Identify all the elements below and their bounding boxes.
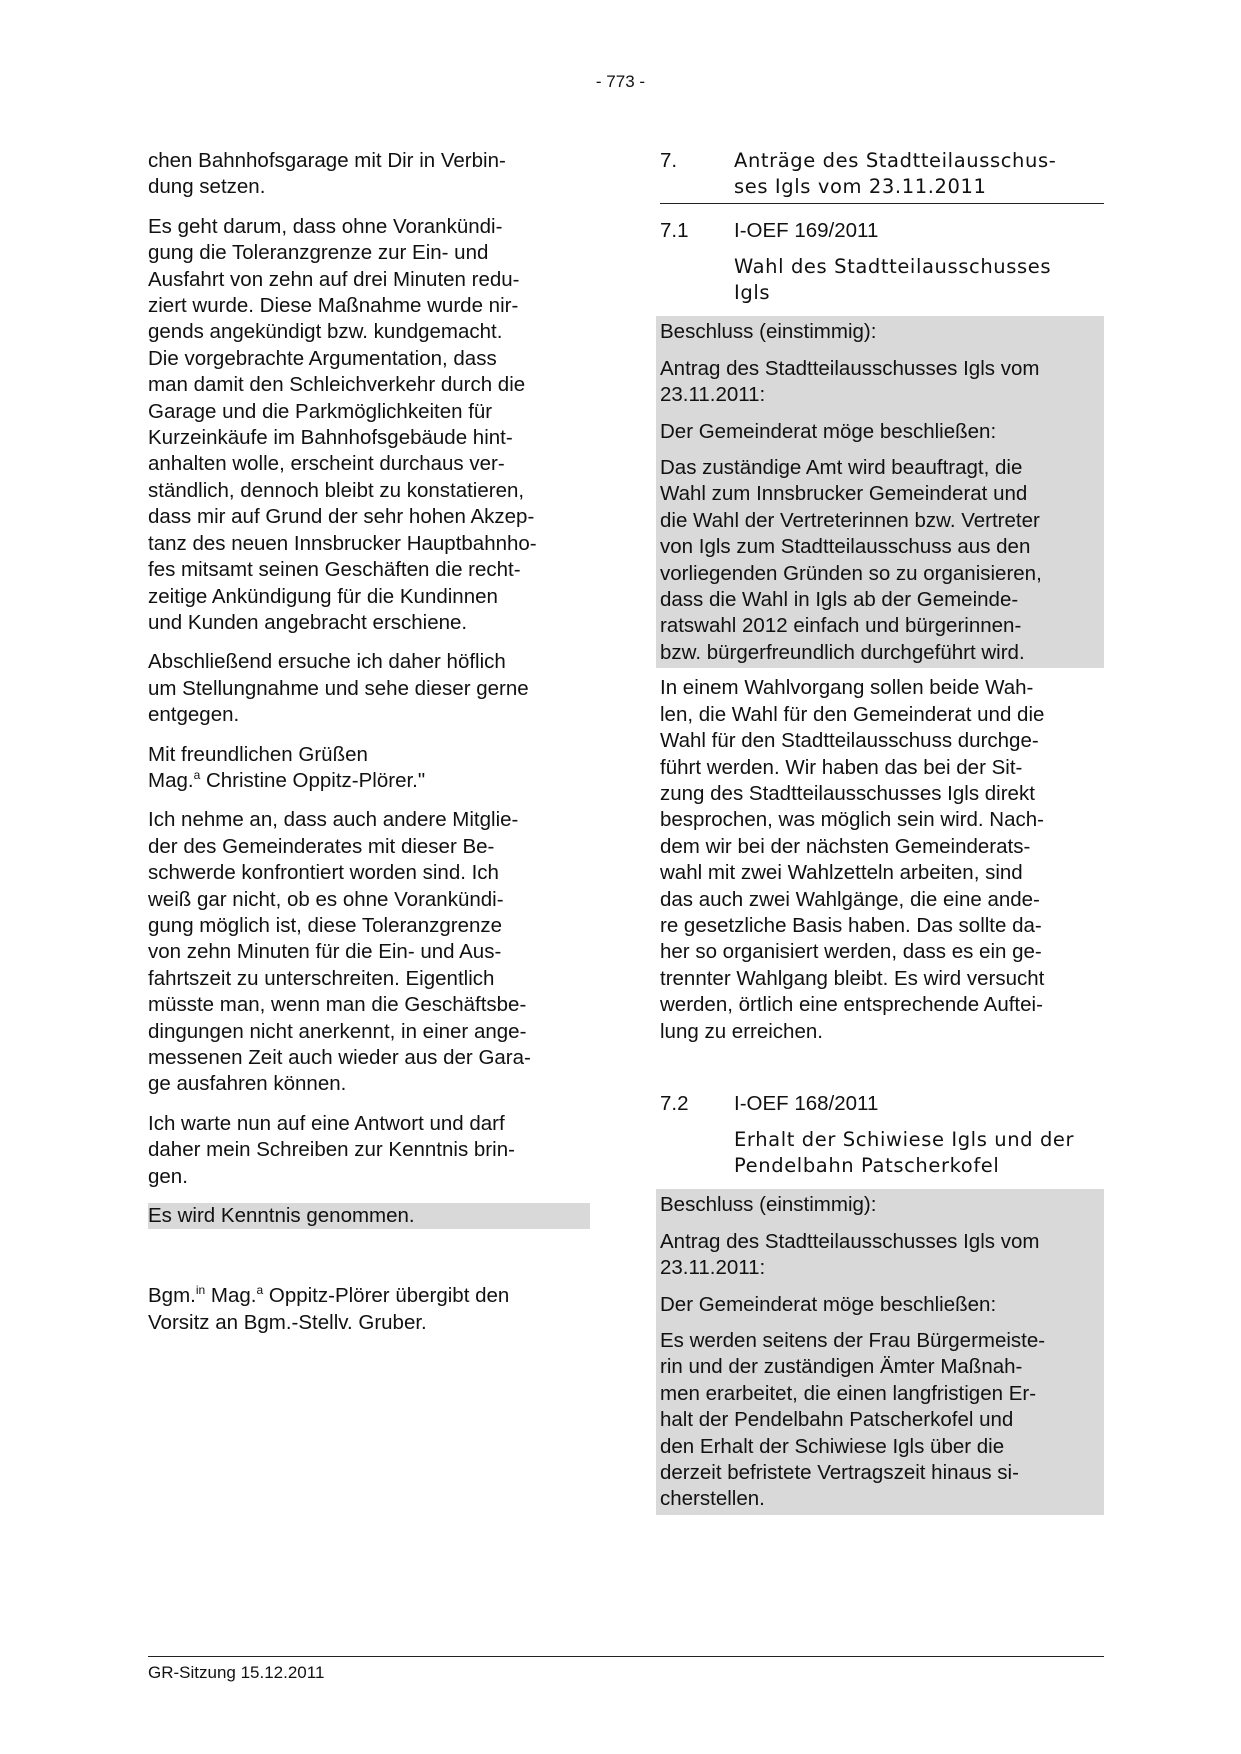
- decision-note: Es wird Kenntnis genommen.: [148, 1203, 590, 1229]
- item-topic: Wahl des Stadtteilausschusses Igls: [734, 255, 1052, 305]
- superscript: a: [193, 767, 201, 782]
- handover-text: Oppitz-Plörer übergibt den Vorsitz an Bgm.-Stellv. Gruber.: [148, 1284, 510, 1334]
- item-number: 7.2: [660, 1091, 689, 1115]
- paragraph: Abschließend ersuche ich daher höflich um Stellungnahme und sehe dieser gerne entgegen.: [148, 650, 529, 727]
- superscript: a: [256, 1283, 264, 1298]
- motion-text: Das zuständige Amt wird beauftragt, die Wahl zum Innsbrucker Gemeinderat und die Wahl der Vertreterinnen bzw. Vertreter von Igls zum Stadtteilausschuss aus den vorliegenden Gründen so zu organisieren, dass die Wahl in Igls ab der Gemeinde- ratswahl 2012 einfach und bürgerinnen- bzw. bürgerfreundlich durchgeführt wird.: [660, 456, 1042, 664]
- handover-title: Mag.: [205, 1284, 257, 1308]
- resolution-block: [656, 316, 1104, 668]
- motion-intro: Der Gemeinderat möge beschließen:: [660, 1292, 997, 1316]
- paragraph: Es geht darum, dass ohne Vorankündi- gung die Toleranzgrenze zur Ein- und Ausfahrt von zehn auf drei Minuten redu- ziert wurde. Diese Maßnahme wurde nir- gends angekündigt bzw. kundgemacht. Die vorgebrachte Argumentation, dass man damit den Schleichverkehr durch die Garage und die Parkmöglichkeiten für Kurzeinkäufe im Bahnhofsgebäude hint- anhalten wolle, erscheint durchaus ver- ständlich, dennoch bleibt zu konstatieren, dass mir auf Grund der sehr hohen Akzep- tanz des neuen Innsbrucker Hauptbahnho- fes mitsamt seinen Geschäften die recht- zeitige Ankündigung für die Kundinnen und Kunden angebracht erschiene.: [148, 214, 537, 634]
- right-column: [660, 148, 1104, 1522]
- motion-source: Antrag des Stadtteilausschusses Igls vom 23.11.2011:: [660, 356, 1040, 407]
- section-title: Anträge des Stadtteilausschus- ses Igls vom 23.11.2011: [734, 149, 1057, 198]
- page-number: - 773 -: [595, 72, 646, 91]
- paragraph: Ich warte nun auf eine Antwort und darf daher mein Schreiben zur Kenntnis brin- gen.: [148, 1111, 515, 1188]
- resolution-label: Beschluss (einstimmig):: [660, 320, 877, 344]
- section-7-heading: [660, 148, 1104, 204]
- item-7-2-heading: [660, 1091, 1104, 1117]
- superscript: in: [195, 1283, 206, 1298]
- footer: GR-Sitzung 15.12.2011: [148, 1656, 1104, 1683]
- resolution-label: Beschluss (einstimmig):: [660, 1193, 877, 1217]
- paragraph: Ich nehme an, dass auch andere Mitglie- der des Gemeinderates mit dieser Be- schwerde konfrontiert worden sind. Ich weiß gar nicht, ob es ohne Vorankündi- gung möglich ist, diese Toleranzgrenze von zehn Minuten für die Ein- und Aus- fahrtszeit zu unterschreiten. Eigentlich müsste man, wenn man die Geschäftsbe- dingungen nicht anerkennt, in einer ange- messenen Zeit auch wieder aus der Gara- ge ausfahren können.: [148, 808, 531, 1096]
- handover-note: [148, 1283, 590, 1336]
- greeting: Mit freundlichen Grüßen: [148, 742, 368, 766]
- item-number: 7.1: [660, 219, 689, 242]
- item-topic: Erhalt der Schiwiese Igls und der Pendelbahn Patscherkofel: [734, 1128, 1075, 1178]
- signature-block: [148, 742, 590, 795]
- signature-title: Mag.: [148, 768, 194, 792]
- motion-text: Es werden seitens der Frau Bürgermeiste- rin und der zuständigen Ämter Maßnah- men erarbeitet, die einen langfristigen Er- halt der Pendelbahn Patscherkofel und den Erhalt der Schiwiese Igls über die derzeit befristete Vertragszeit hinaus si- cherstellen.: [660, 1329, 1046, 1511]
- resolution-block: [656, 1189, 1104, 1514]
- handover-title: Bgm.: [148, 1284, 196, 1308]
- motion-intro: Der Gemeinderat möge beschließen:: [660, 419, 997, 443]
- motion-source: Antrag des Stadtteilausschusses Igls vom 23.11.2011:: [660, 1229, 1040, 1280]
- paragraph: chen Bahnhofsgarage mit Dir in Verbin- dung setzen.: [148, 149, 506, 199]
- item-code: I-OEF 169/2011: [734, 219, 879, 242]
- item-7-1-heading: [660, 218, 1104, 244]
- left-column: [148, 148, 590, 1349]
- signature-name: Christine Oppitz-Plörer.": [200, 768, 426, 792]
- item-code: I-OEF 168/2011: [734, 1091, 879, 1115]
- section-number: 7.: [660, 149, 678, 172]
- paragraph: In einem Wahlvorgang sollen beide Wah- len, die Wahl für den Gemeinderat und die Wahl für den Stadtteilausschuss durchge- führt werden. Wir haben das bei der Sit- zung des Stadtteilausschusses Igls direkt besprochen, was möglich sein wird. Nach- dem wir bei der nächsten Gemeinderats- wahl mit zwei Wahlzetteln arbeiten, sind das auch zwei Wahlgänge, die eine ande- re gesetzliche Basis haben. Das sollte da- her so organisiert werden, dass es ein ge- trennter Wahlgang bleibt. Es wird versucht werden, örtlich eine entsprechende Auftei- lung zu erreichen.: [660, 676, 1045, 1043]
